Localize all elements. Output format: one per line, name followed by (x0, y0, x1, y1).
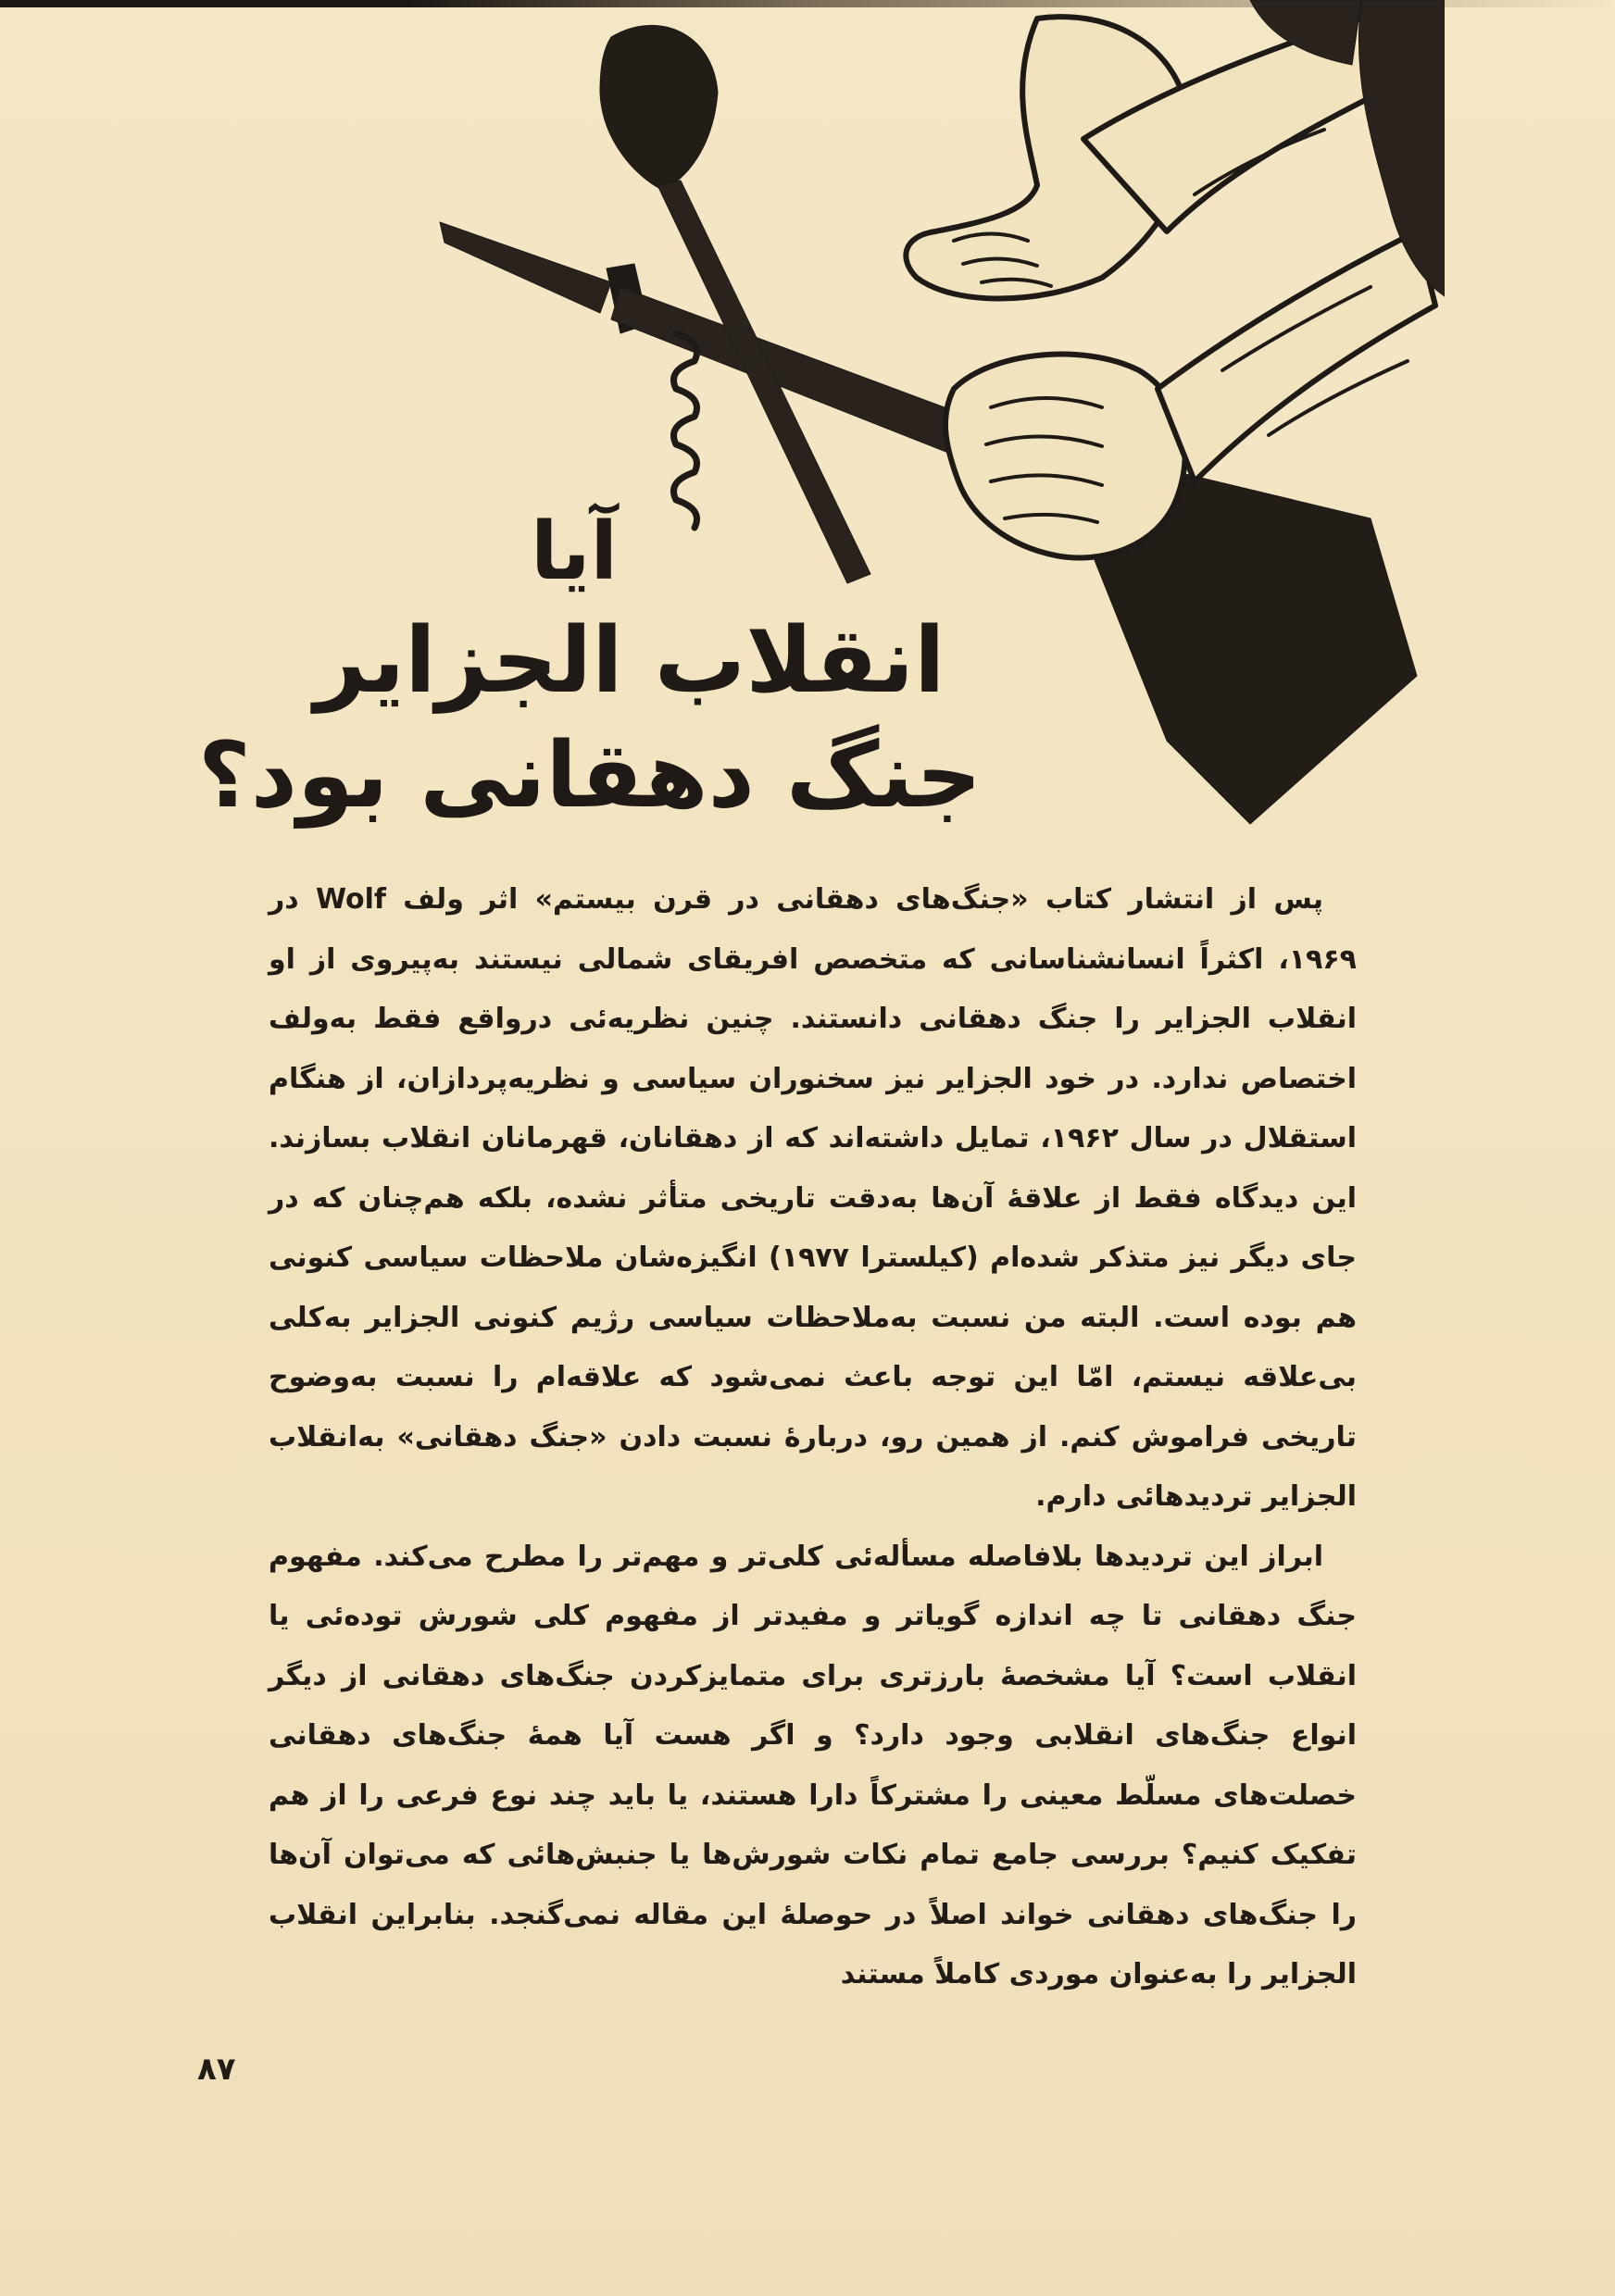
shovel-blade (600, 25, 718, 190)
arm-sleeve-lower (1158, 231, 1435, 481)
body-paragraph-2: ابراز این تردیدها بلافاصله مسأله‌ئی کلی‌تر و مهم‌تر را مطرح می‌کند. مفهوم جنگ دهقانی تا چه اندازه گویاتر و مفیدتر از مفهوم کلی شورش توده‌ئی یا انقلاب است؟ آیا مشخصهٔ بارزتری برای متمایزکردن جنگ‌های دهقانی از دیگر انواع جنگ‌های انقلابی وجود دارد؟ و اگر هست آیا همهٔ جنگ‌های دهقانی خصلت‌های مسلّط معینی را مشترکاً دارا هستند، یا باید چند نوع فرعی را از هم تفکیک کنیم؟ بررسی جامع تمام نکات شورش‌ها یا جنبش‌هائی که می‌توان آن‌ها را جنگ‌های دهقانی خواند اصلاً در حوصلهٔ این مقاله نمی‌گنجد. بنابراین انقلاب الجزایر را به‌عنوان موردی کاملاً مستند (269, 1540, 1357, 1990)
title-line-1: آیا (530, 505, 619, 598)
title-line-2: انقلاب الجزایر (314, 608, 945, 714)
bayonet-blade (440, 222, 611, 313)
page-number: ۸۷ (197, 2051, 236, 2088)
rifle-spring (674, 333, 697, 528)
title-line-3: جنگ دهقانی بود؟ (197, 723, 982, 829)
article-title (197, 500, 982, 833)
body-paragraph-1: پس از انتشار کتاب «جنگ‌های دهقانی در قرن بیستم» اثر ولف Wolf در ۱۹۶۹، اکثراً انسانشناسانی که متخصص افریقای شمالی نیستند به‌پیروی از او انقلاب الجزایر را جنگ دهقانی دانستند. چنین نظریه‌ئی درواقع فقط به‌ولف اختصاص ندارد. در خود الجزایر نیز سخنوران سیاسی و نظریه‌پردازان، از هنگام استقلال در سال ۱۹۶۲، تمایل داشته‌اند که از دهقانان، قهرمانان انقلاب بسازند. این دیدگاه فقط از علاقهٔ آن‌ها به‌دقت تاریخی متأثر نشده، بلکه هم‌چنان که در جای دیگر نیز متذکر شده‌ام (کیلسترا ۱۹۷۷) انگیزه‌شان ملاحظات سیاسی کنونی هم بوده است. البته من نسبت به‌ملاحظات سیاسی رژیم کنونی الجزایر به‌کلی بی‌علاقه نیستم، امّا این توجه باعث نمی‌شود که علاقه‌ام را نسبت به‌وضوح تاریخی فراموش کنم. از همین رو، دربارهٔ نسبت دادن «جنگ دهقانی» به‌انقلاب الجزایر تردیدهائی دارم. (269, 883, 1358, 1513)
article-body (269, 870, 1357, 2005)
